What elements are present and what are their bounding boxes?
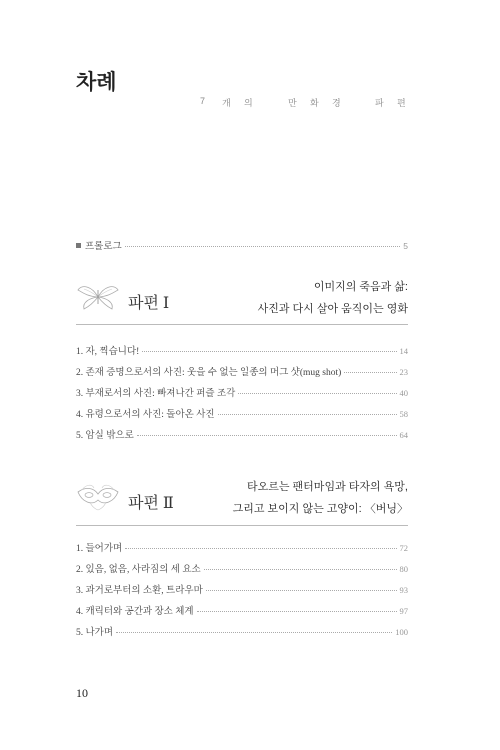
toc-entry[interactable] (76, 385, 408, 399)
divider (76, 525, 408, 526)
toc-entry[interactable] (76, 561, 408, 575)
dot-leader (206, 590, 397, 591)
toc-entry-prologue[interactable] (76, 238, 408, 252)
toc-entry[interactable] (76, 427, 408, 441)
part-subtitle-line: 이미지의 죽음과 삶: (313, 281, 408, 293)
page-title: 차례 (76, 71, 117, 94)
butterfly-ornament-icon (76, 282, 120, 312)
toc-entry-page: 100 (395, 627, 408, 637)
toc-entry-label: 5. 암실 밖으로 (76, 431, 134, 441)
dot-leader (218, 414, 397, 415)
toc-entry-label: 3. 과거로부터의 소환, 트라우마 (76, 586, 203, 596)
toc-entry-label: 2. 있음, 없음, 사라짐의 세 요소 (76, 565, 201, 575)
toc-entry[interactable] (76, 406, 408, 420)
toc-entry[interactable] (76, 540, 408, 554)
part-label: 파편 Ⅰ (128, 295, 170, 312)
toc-entry-label: 프롤로그 (85, 241, 122, 252)
dot-leader (204, 569, 397, 570)
part-label: 파편 Ⅱ (128, 495, 174, 512)
toc-entry-page: 40 (399, 388, 408, 398)
dot-leader (125, 548, 396, 549)
divider (76, 324, 408, 325)
dot-leader (125, 246, 401, 247)
subtitle-char: 화 (310, 98, 319, 108)
toc-entry-page: 64 (399, 430, 408, 440)
toc-entry-label: 3. 부재로서의 사진: 빠져나간 퍼즐 조각 (76, 389, 236, 399)
toc-entry-page: 58 (399, 409, 408, 419)
toc-entry-label: 4. 캐릭터와 공간과 장소 체계 (76, 607, 194, 617)
toc-entry-page: 14 (399, 346, 408, 356)
dot-leader (142, 351, 396, 352)
dot-leader (238, 393, 396, 394)
subtitle-char: 경 (332, 98, 341, 108)
part-subtitle-line: 사진과 다시 살아 움직이는 영화 (257, 303, 408, 315)
subtitle-char: 편 (397, 98, 406, 108)
subtitle-char: 파 (375, 98, 384, 108)
page-number: 10 (76, 686, 88, 700)
toc-entry-page: 80 (399, 564, 408, 574)
toc-entry[interactable] (76, 343, 408, 357)
toc-entry-page: 72 (399, 543, 408, 553)
toc-entry-label: 5. 나가며 (76, 628, 114, 638)
subtitle-char: 개 (222, 98, 231, 108)
toc-entry-label: 4. 유령으로서의 사진: 돌아온 사진 (76, 410, 215, 420)
part-heading-2 (76, 476, 408, 522)
part-subtitle (233, 476, 408, 520)
subtitle-char: 7 (200, 96, 206, 106)
part-subtitle-line: 타오르는 팬터마임과 타자의 욕망, (247, 481, 408, 493)
toc-entry[interactable] (76, 582, 408, 596)
subtitle-char: 만 (288, 98, 297, 108)
toc-entry-page: 5 (403, 241, 408, 251)
toc-entry-label: 1. 자, 찍습니다! (76, 347, 140, 357)
toc-entry-page: 23 (399, 367, 408, 377)
square-bullet-icon (76, 243, 81, 248)
part-heading-1 (76, 276, 408, 322)
dot-leader (116, 632, 392, 633)
part-subtitle (258, 276, 408, 320)
toc-entry-label: 1. 들어가며 (76, 544, 123, 554)
dot-leader (137, 435, 397, 436)
dot-leader (344, 372, 396, 373)
toc-entry[interactable] (76, 603, 408, 617)
toc-entry-page: 93 (399, 585, 408, 595)
part-subtitle-line: 그리고 보이지 않는 고양이: 〈버닝〉 (232, 503, 408, 515)
toc-entry-page: 97 (399, 606, 408, 616)
mask-ornament-icon (76, 482, 120, 512)
toc-entry[interactable] (76, 624, 408, 638)
subtitle-char: 의 (244, 98, 253, 108)
toc-entry-label: 2. 존재 증명으로서의 사진: 웃을 수 없는 일종의 머그 샷(mug shot) (76, 368, 342, 378)
dot-leader (197, 611, 397, 612)
toc-entry[interactable] (76, 364, 408, 378)
